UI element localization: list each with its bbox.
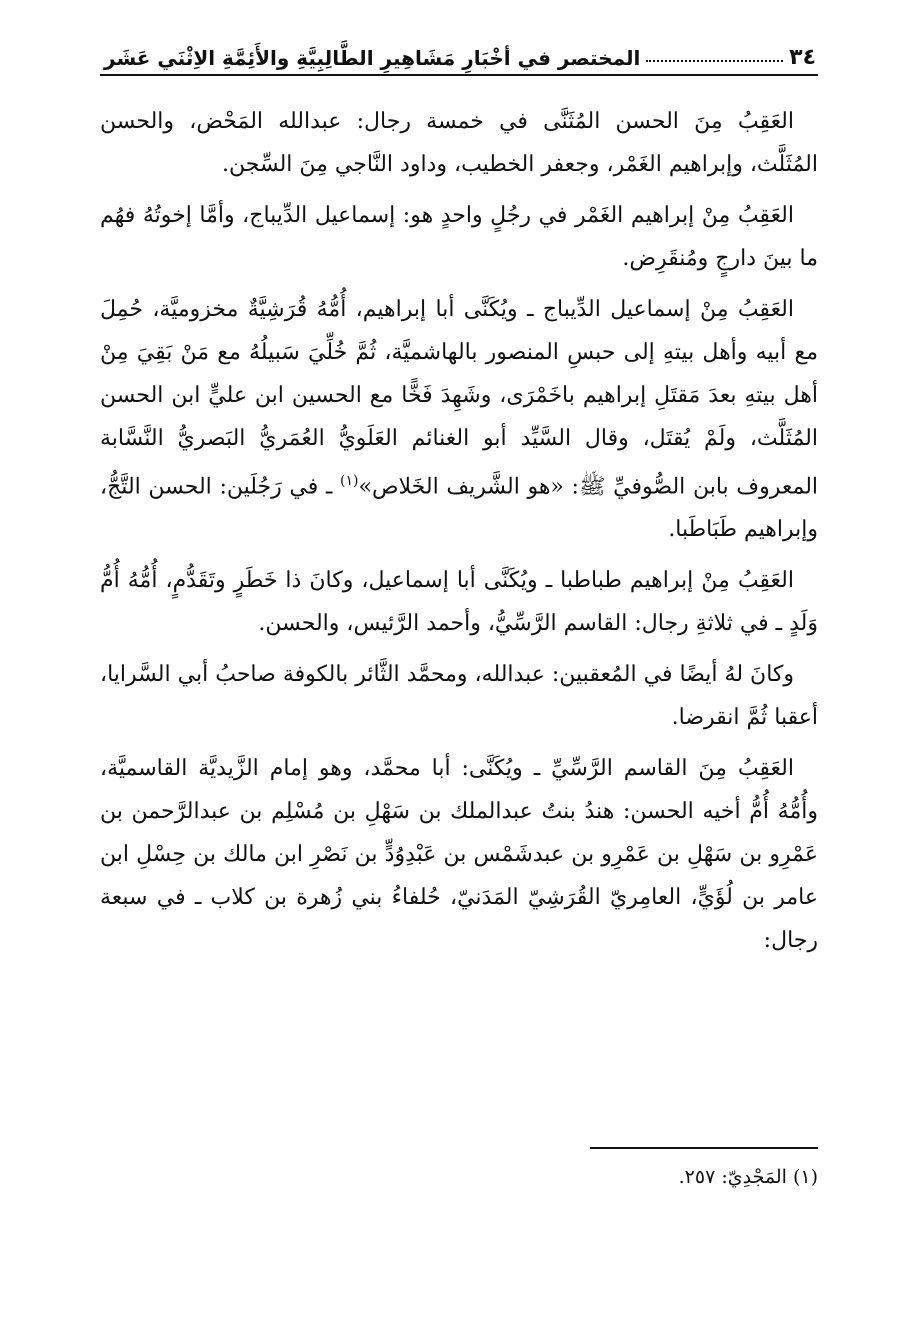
paragraph: العَقِبُ مِنَ الحسن المُثَنَّى في خمسة رجال: عبدالله المَحْض، والحسن المُثَلَّث، وإبراهيم الغَمْر، وجعفر الخطيب، وداود النَّاجي مِنَ السِّجن. bbox=[100, 109, 818, 177]
paragraph: العَقِبُ مِنْ إبراهيم الغَمْر في رجُلٍ واحدٍ هو: إسماعيل الدِّيباج، وأمَّا إخوتُهُ فهُم ما بينَ دارجٍ ومُنقَرِض. bbox=[100, 203, 818, 271]
footnote: (١) المَجْدِيّ: ٢٥٧. bbox=[678, 1166, 818, 1188]
paragraph: العَقِبُ مِنَ القاسم الرَّسِّيِّ ـ ويُكَنَّى: أبا محمَّد، وهو إمام الزَّيديَّة القاسميَّة، وأُمُّهُ أُمُّ أخيه الحسن: هندُ بنتُ عبدالملك بن سَهْلِ بن مُسْلِم بن عبدالرَّحمن بن عَمْرِو بن سَهْلِ بن عَمْرِو بن عبدشَمْس بن عَبْدِوُدٍّ بن نَصْرِ ابن مالك بن حِسْلِ ابن عامر بن لُؤَيٍّ، العامِريّ القُرَشِيّ المَدَنيّ، حُلفاءُ بني زُهرة بن كلاب ـ في سبعة رجال: bbox=[100, 756, 818, 954]
main-text bbox=[100, 100, 818, 970]
paragraph bbox=[100, 288, 818, 551]
paragraph: وكانَ لهُ أيضًا في المُعقبين: عبدالله، ومحمَّد الثَّائر بالكوفة صاحبُ أبي السَّرايا، أعقبا ثُمَّ انقرضا. bbox=[100, 662, 818, 731]
paragraph-text: العَقِبُ مِنْ إسماعيل الدِّيباج ـ ويُكَنَّى أبا إبراهيم، أُمُّهُ قُرَشِيَّةٌ مخزوميَّة، حُمِلَ مع أبيه وأهل بيتهِ إلى حبسِ المنصور بالهاشميَّة، ثُمَّ خُلِّيَ سَبيلُهُ مع مَنْ بَقِيَ مِنْ أهل بيتهِ بعدَ مَقتَلِ إبراهيم باخَمْرَى، وشَهِدَ فَخًّا مع الحسين ابن عليٍّ ابن الحسن المُثَلَّث، ولَمْ يُقتَل، وقال السَّيِّد أبو الغنائم العَلَويُّ العُمَريُّ البَصريُّ النَّسَّابة المعروف بابن الصُّوفيِّ ﷺ: «هو الشَّريف الخَلاص» bbox=[100, 297, 819, 500]
header-leader-dots bbox=[646, 60, 783, 62]
footnote-marker[interactable]: (١) bbox=[340, 473, 359, 489]
page-number: ٣٤ bbox=[789, 45, 816, 70]
running-header bbox=[104, 30, 816, 70]
header-title: المختصر في أخْبَارِ مَشَاهِيرِ الطَّالِبِيَّةِ والأَئِمَّةِ الاِثْنَي عَشَر bbox=[104, 46, 641, 70]
header-divider bbox=[100, 74, 818, 76]
paragraph: العَقِبُ مِنْ إبراهيم طباطبا ـ ويُكَنَّى أبا إسماعيل، وكانَ ذا خَطَرٍ وتَقَدُّمٍ، أُمُّهُ أُمُّ وَلَدٍ ـ في ثلاثةِ رجال: القاسم الرَّسِّيُّ، وأحمد الرَّئيس، والحسن. bbox=[100, 568, 818, 637]
footnote-divider bbox=[590, 1147, 818, 1149]
paragraph-continuation: ـ في رَجُلَين: الحسن التَّجُّ، وإبراهيم طَبَاطَبا. bbox=[100, 474, 818, 543]
